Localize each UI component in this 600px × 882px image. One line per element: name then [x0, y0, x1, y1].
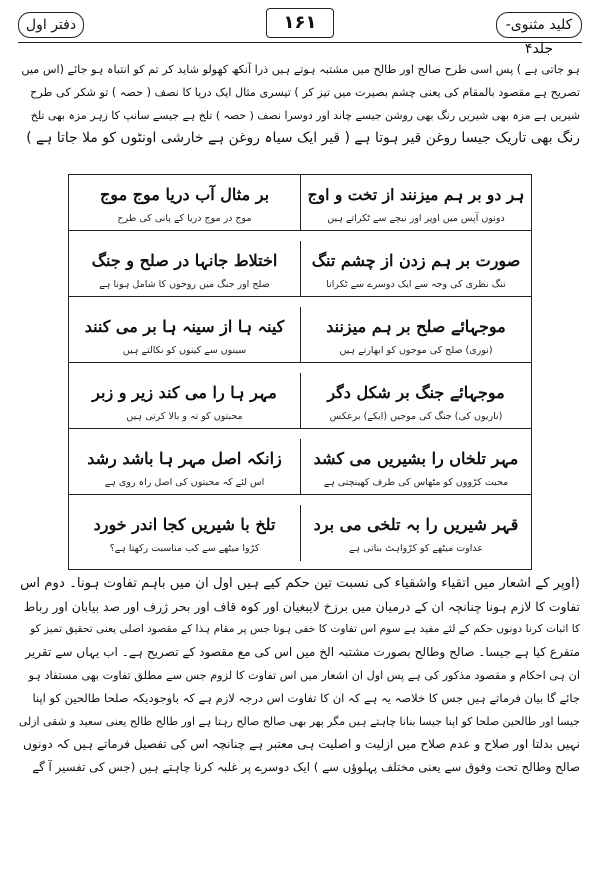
verse-table: [68, 174, 532, 570]
verse-translation: دونوں آپس میں اوپر اور نیچے سے ٹکراتے ہیں: [327, 213, 505, 224]
text-line: صالح وطالح تحت وفوق سے یعنی مختلف پہلوؤں سے ) ایک دوسرے پر غلبہ کرنا چاہتے ہیں (جس کی تفسیر آ گے: [32, 760, 580, 774]
verse-translation: محبت کڑووں کو مٹھاس کی طرف کھینچتی ہے: [323, 477, 509, 488]
verse-first-half: [300, 373, 531, 429]
verse-first-half: [300, 241, 531, 297]
verse-second-half: [69, 241, 300, 297]
top-paragraph: [20, 58, 580, 170]
verse-translation: (ناریوں کی) جنگ کی موجیں (ایکے) برعکس: [329, 411, 503, 422]
verse-first-half: [300, 439, 531, 495]
verse-text: موجہائے جنگ بر شکل دگر: [327, 383, 505, 402]
verse-text: مہر تلخاں را بشیریں می کشد: [313, 449, 519, 468]
verse-translation: عداوت میٹھے کو کڑواہٹ بناتی ہے: [348, 543, 484, 554]
text-line: رنگ بھی تاریک جیسا روغن قیر ہوتا ہے ( قیر ایک سیاہ روغن ہے خارشی اونٹوں کو ملا جاتا ہے ): [26, 130, 580, 146]
verse-translation: تنگ نظری کی وجہ سے ایک دوسرے سے ٹکرانا: [326, 279, 506, 290]
verse-first-half: [300, 175, 531, 231]
verse-text: مہر ہا را می کند زیر و زبر: [92, 383, 277, 402]
verse-row: [69, 439, 531, 495]
verse-second-half: [69, 439, 300, 495]
verse-translation: (نوری) صلح کی موجوں کو ابھارتے ہیں: [339, 345, 493, 356]
text-line: ہو جاتی ہے ) پس اسی طرح صالح اور طالح میں مشتبہ ہوتے ہیں ذرا آنکھ کھولو شاید کر تم کو انتباہ ہو جائے (اس میں: [21, 63, 580, 76]
verse-row: [69, 175, 531, 231]
verse-first-half: [300, 307, 531, 363]
verse-translation: محبتوں کو تہ و بالا کرتی ہیں: [126, 411, 243, 422]
text-line: ان ہی احکام و مقصود مذکور کی ہے پس اول ان اشعار میں اس تفاوت کا لزوم جس سے مطلق تفاوت بھی مستفاد ہو: [28, 669, 580, 682]
text-line: (اوپر کے اشعار میں اتقیاء واشقیاء کی نسبت تین حکم کیے ہیں اول ان میں باہم تفاوت ہونا۔ دوم اس: [20, 576, 580, 591]
verse-row: [69, 505, 531, 561]
text-line: جیسا اور طالحین صلحا کو اپنا جیسا بنانا چاہتے ہیں مگر پھر بھی صالح صالح رہتا ہے اور طالح طالح یعنی سعید و شقی ازلی: [18, 715, 580, 728]
row-divider: [69, 230, 531, 231]
row-divider: [69, 296, 531, 297]
text-line: تصریح ہے مقصود بالمقام کی یعنی چشم بصیرت میں تیز کر ) تیسری مثال ایک دریا کا نصف ( حصہ ) تو شکر کی طرح: [30, 86, 580, 99]
text-line: نہیں بدلتا اور صلاح و عدم صلاح میں ازلیت و اصلیت ہی معتبر ہے چنانچہ اس کی تفصیل فرماتے ہیں کہ دونوں: [22, 737, 580, 751]
header-divider: [18, 42, 582, 43]
verse-row: [69, 307, 531, 363]
verse-second-half: [69, 307, 300, 363]
verse-second-half: [69, 175, 300, 231]
text-line: متفرع کیا ہے جیسا۔ صالح وطالح بصورت مشتبہ الخ میں اس کی مع مقصود کے تصریح ہے۔ اب یہاں سے تقریر: [25, 645, 580, 659]
verse-first-half: [300, 505, 531, 561]
verse-row: [69, 373, 531, 429]
verse-text: زانکہ اصل مہر ہا باشد رشد: [87, 449, 282, 468]
text-line: شیریں ہے مزہ بھی شیریں رنگ بھی روشن جیسے چاند اور دوسرا نصف ( حصہ ) تلخ ہے جیسے سانپ کا زہر مزہ بھی تلخ: [30, 109, 580, 122]
verse-translation: صلح اور جنگ میں روحوں کا شامل ہونا ہے: [99, 279, 270, 290]
verse-text: بر مثال آب دریا موج موج: [99, 185, 270, 204]
verse-row: [69, 241, 531, 297]
page-header: [18, 6, 582, 57]
verse-text: کینہ ہا از سینہ ہا بر می کنند: [84, 317, 285, 336]
verse-text: صورت بر ہم زدن از چشم تنگ: [311, 251, 521, 270]
verse-text: موجہائے صلح بر ہم میزنند: [326, 317, 506, 336]
row-divider: [69, 428, 531, 429]
row-divider: [69, 494, 531, 495]
section-label: دفتر اول: [18, 12, 84, 38]
verse-translation: سینوں سے کینوں کو نکالتے ہیں: [122, 345, 247, 356]
text-line: کا اثبات کرنا دونوں حکم کے لئے مفید ہے سوم اس تفاوت کا خفی ہونا جس پر مقام ہذا کے مقصود اصلی یعنی تحقیق تمیز کو: [30, 623, 580, 635]
verse-text: قہر شیریں را بہ تلخی می برد: [313, 515, 519, 534]
verse-translation: موج در موج دریا کے پانی کی طرح: [117, 213, 252, 224]
text-line: تفاوت کا لازم ہونا چنانچہ ان کے درمیان میں برزخ لایبغیان اور کوہ قاف اور بحر ژرف اور صد بیابان اور رباط: [23, 599, 580, 614]
book-title-label: کلید مثنوی- جلد۴: [496, 12, 582, 38]
page-number: ۱۶۱: [266, 8, 334, 38]
verse-text: تلخ با شیریں کجا اندر خورد: [93, 515, 276, 534]
verse-second-half: [69, 505, 300, 561]
row-divider: [69, 362, 531, 363]
verse-text: اختلاط جانہا در صلح و جنگ: [91, 251, 278, 270]
verse-translation: کڑوا میٹھے سے کب مناسبت رکھتا ہے؟: [109, 543, 260, 554]
text-line: جائے گا بیان فرماتے ہیں جس کا خلاصہ یہ ہے کہ ان کا تفاوت اس درجہ لازم ہے کہ باوجودیکہ صلحا طالحین کو اپنا: [32, 691, 580, 705]
bottom-paragraph: [20, 572, 580, 872]
verse-second-half: [69, 373, 300, 429]
verse-text: ہر دو بر ہم میزنند از تخت و اوج: [307, 185, 525, 204]
verse-translation: اس لئے کہ محبتوں کی اصل راہ روی ہے: [104, 477, 265, 488]
